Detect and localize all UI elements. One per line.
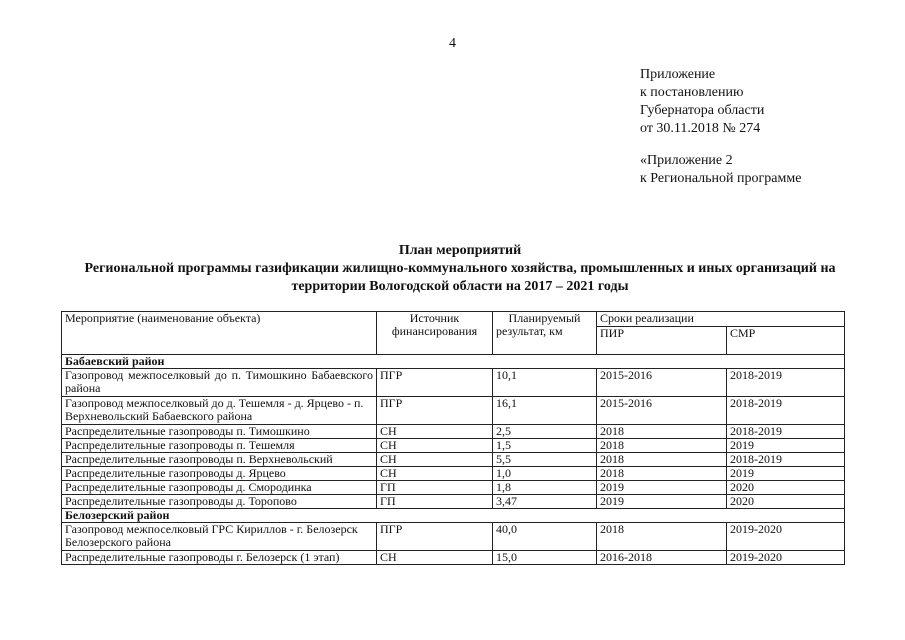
cell-pir: 2018 (597, 467, 727, 481)
cell-pir: 2019 (597, 495, 727, 509)
cell-pir: 2018 (597, 453, 727, 467)
cell-pir: 2018 (597, 439, 727, 453)
cell-source: СН (377, 439, 493, 453)
appendix2-header (640, 152, 801, 188)
cell-smr: 2020 (727, 481, 845, 495)
cell-smr: 2018-2019 (727, 453, 845, 467)
header-source-line2: финансирования (391, 324, 478, 338)
table-header-row (62, 312, 845, 327)
cell-smr: 2018-2019 (727, 425, 845, 439)
header-pir: ПИР (597, 327, 727, 355)
document-title (20, 242, 900, 296)
table-row (62, 551, 845, 565)
appendix-header (640, 66, 764, 138)
cell-result: 15,0 (493, 551, 597, 565)
table-row (62, 425, 845, 439)
header-result (493, 312, 597, 355)
cell-event: Распределительные газопроводы г. Белозерск (1 этап) (62, 551, 377, 565)
cell-event: Распределительные газопроводы д. Смородинка (62, 481, 377, 495)
cell-source: ПГР (377, 523, 493, 551)
appendix-line: к постановлению (640, 85, 744, 100)
appendix2-line: «Приложение 2 (640, 153, 733, 168)
header-source-line1: Источник (409, 311, 460, 325)
cell-source: ПГР (377, 369, 493, 397)
district-name: Белозерский район (62, 509, 845, 523)
cell-result: 40,0 (493, 523, 597, 551)
cell-pir: 2016-2018 (597, 551, 727, 565)
cell-source: ГП (377, 481, 493, 495)
cell-event: Газопровод межпоселковый до д. Тешемля - д. Ярцево - п. Верхневольский Бабаевского района (62, 397, 377, 425)
cell-result: 1,5 (493, 439, 597, 453)
cell-smr: 2019 (727, 467, 845, 481)
header-source (377, 312, 493, 355)
cell-result: 2,5 (493, 425, 597, 439)
title-line-3: территории Вологодской области на 2017 – 2021 годы (291, 279, 629, 294)
cell-result: 1,8 (493, 481, 597, 495)
cell-smr: 2018-2019 (727, 397, 845, 425)
cell-result: 16,1 (493, 397, 597, 425)
table-row (62, 369, 845, 397)
cell-source: СН (377, 453, 493, 467)
cell-pir: 2018 (597, 523, 727, 551)
title-line-1: План мероприятий (398, 243, 522, 258)
table-row (62, 523, 845, 551)
cell-pir: 2019 (597, 481, 727, 495)
header-event: Мероприятие (наименование объекта) (62, 312, 377, 355)
cell-smr: 2019 (727, 439, 845, 453)
plan-table (61, 311, 845, 565)
cell-result: 3,47 (493, 495, 597, 509)
cell-source: ГП (377, 495, 493, 509)
cell-source: СН (377, 425, 493, 439)
cell-event: Распределительные газопроводы д. Торопово (62, 495, 377, 509)
cell-source: СН (377, 467, 493, 481)
cell-event: Распределительные газопроводы п. Тимошкино (62, 425, 377, 439)
header-result-line1: Планируемый (508, 311, 581, 325)
appendix-line: от 30.11.2018 № 274 (640, 121, 761, 136)
cell-event: Газопровод межпоселковый до п. Тимошкино Бабаевского района (62, 369, 377, 397)
table-row (62, 495, 845, 509)
cell-result: 1,0 (493, 467, 597, 481)
district-row (62, 509, 845, 523)
cell-result: 10,1 (493, 369, 597, 397)
cell-event: Распределительные газопроводы п. Тешемля (62, 439, 377, 453)
table-row (62, 481, 845, 495)
cell-pir: 2015-2016 (597, 369, 727, 397)
cell-smr: 2019-2020 (727, 523, 845, 551)
cell-source: СН (377, 551, 493, 565)
district-row (62, 355, 845, 369)
cell-smr: 2019-2020 (727, 551, 845, 565)
cell-event: Распределительные газопроводы п. Верхневольский (62, 453, 377, 467)
page-number: 4 (449, 36, 456, 51)
header-smr: СМР (727, 327, 845, 355)
cell-pir: 2015-2016 (597, 397, 727, 425)
title-line-2: Региональной программы газификации жилищно-коммунального хозяйства, промышленных и иных организаций на (84, 261, 836, 276)
appendix-line: Губернатора области (640, 103, 765, 118)
appendix-line: Приложение (640, 67, 716, 82)
cell-event: Распределительные газопроводы д. Ярцево (62, 467, 377, 481)
cell-result: 5,5 (493, 453, 597, 467)
table-row (62, 397, 845, 425)
cell-smr: 2020 (727, 495, 845, 509)
district-name: Бабаевский район (62, 355, 845, 369)
table-row (62, 453, 845, 467)
table-row (62, 439, 845, 453)
header-terms: Сроки реализации (597, 312, 845, 327)
cell-smr: 2018-2019 (727, 369, 845, 397)
header-result-line2: результат, км (496, 324, 563, 338)
cell-event: Газопровод межпоселковый ГРС Кириллов - г. Белозерск Белозерского района (62, 523, 377, 551)
appendix2-line: к Региональной программе (640, 171, 802, 186)
table-row (62, 467, 845, 481)
cell-source: ПГР (377, 397, 493, 425)
cell-pir: 2018 (597, 425, 727, 439)
